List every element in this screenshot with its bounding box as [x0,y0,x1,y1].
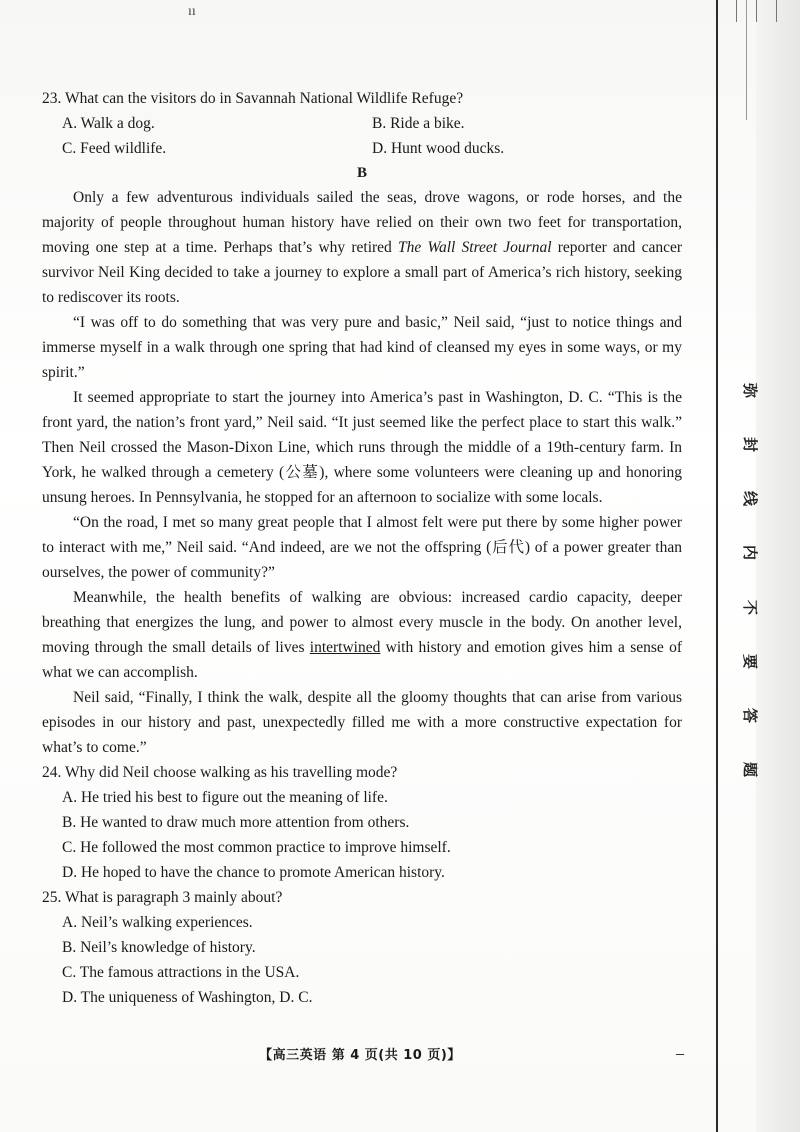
p1-text-start: Only a few adventurous individuals sailed the seas, drove wagons, or rode horses, and the majority of people throughout human history have relied on their own two feet for transportation, moving one step at a time. Perhaps that’s why retired [42,189,682,256]
question-23-stem: 23. What can the visitors do in Savannah National Wildlife Refuge? [42,90,464,107]
q24-option-a: A. He tried his best to figure out the meaning of life. [62,789,388,806]
binding-char: 要 [741,653,760,669]
q23-option-a: A. Walk a dog. [62,115,155,132]
passage-paragraph-5 [42,585,682,685]
binding-char: 弥 [741,382,760,399]
top-scan-mark: ıı [188,4,196,19]
binding-tick [776,0,777,22]
question-23-options [42,111,682,161]
footer-page-info: 【高三英语 第 4 页(共 10 页)】 [259,1048,461,1063]
binding-char: 题 [741,761,760,777]
q25-option-a: A. Neil’s walking experiences. [62,914,253,931]
binding-char: 线 [741,491,760,507]
binding-top-marks [728,0,788,30]
p5-text-end: with history and emotion gives him a sense of what we can accomplish. [42,639,682,681]
section-label-b: B [356,165,367,181]
binding-char: 内 [741,545,760,561]
question-23 [42,86,682,161]
binding-tick [756,0,757,22]
question-24 [42,760,682,885]
p5-text-start: Meanwhile, the health benefits of walking are obvious: increased cardio capacity, deeper breathing that energizes the lung, and power to almost every muscle in the body. On another level, moving through the small details of lives [42,589,682,656]
passage-paragraph-1 [42,185,682,310]
binding-char: 答 [741,707,760,723]
binding-warning-text [736,380,766,780]
q23-option-d: D. Hunt wood ducks. [372,140,505,157]
question-25-stem: 25. What is paragraph 3 mainly about? [42,889,283,906]
passage-paragraph-3: It seemed appropriate to start the journey into America’s past in Washington, D. C. “This is the front yard, the nation’s front yard,” Neil said. “It just seemed like the perfect place to start this walk.” Then Neil crossed the Mason-Dixon Line, which runs through the middle of a 19th-century farm. In York, he walked through a cemetery (公墓), where some volunteers were cleaning up and honoring unsung heroes. In Pennsylvania, he stopped for an afternoon to socialize with some locals. [42,389,682,506]
q24-option-c: C. He followed the most common practice to improve himself. [62,839,451,856]
q25-option-d: D. The uniqueness of Washington, D. C. [62,989,313,1006]
q23-option-b: B. Ride a bike. [372,115,465,132]
q23-option-c: C. Feed wildlife. [62,140,167,157]
binding-tick [736,0,737,22]
underlined-word-intertwined: intertwined [309,639,381,656]
passage-paragraph-2: “I was off to do something that was very pure and basic,” Neil said, “just to notice things and immerse myself in a walk through one spring that had kind of cleansed my eyes in some ways, or my spirit.” [42,314,682,381]
question-25 [42,885,682,1010]
q25-option-c: C. The famous attractions in the USA. [62,964,300,981]
question-24-stem: 24. Why did Neil choose walking as his travelling mode? [42,764,398,781]
binding-margin [716,0,800,1132]
question-25-options [42,910,682,1010]
exam-content [42,86,682,1010]
q24-option-d: D. He hoped to have the chance to promote American history. [62,864,445,881]
passage-paragraph-4: “On the road, I met so many great people that I almost felt were put there by some higher power to interact with me,” Neil said. “And indeed, are we not the offspring (后代) of a power greater than ourselves, the power of community?” [42,514,682,581]
p1-text-end: reporter and cancer survivor Neil King decided to take a journey to explore a small part of America’s rich history, seeking to rediscover its roots. [42,239,682,306]
passage-paragraph-6: Neil said, “Finally, I think the walk, despite all the gloomy thoughts that can arise from various episodes in our history and past, unexpectedly filled me with a more constructive expectation for what’s to come.” [42,689,682,756]
q24-option-b: B. He wanted to draw much more attention from others. [62,814,410,831]
binding-char: 封 [741,437,760,453]
binding-char: 不 [741,599,760,615]
binding-line [716,0,718,1132]
newspaper-title: The Wall Street Journal [398,239,552,256]
q25-option-b: B. Neil’s knowledge of history. [62,939,256,956]
question-24-options [42,785,682,885]
footer-dash [676,1054,684,1055]
